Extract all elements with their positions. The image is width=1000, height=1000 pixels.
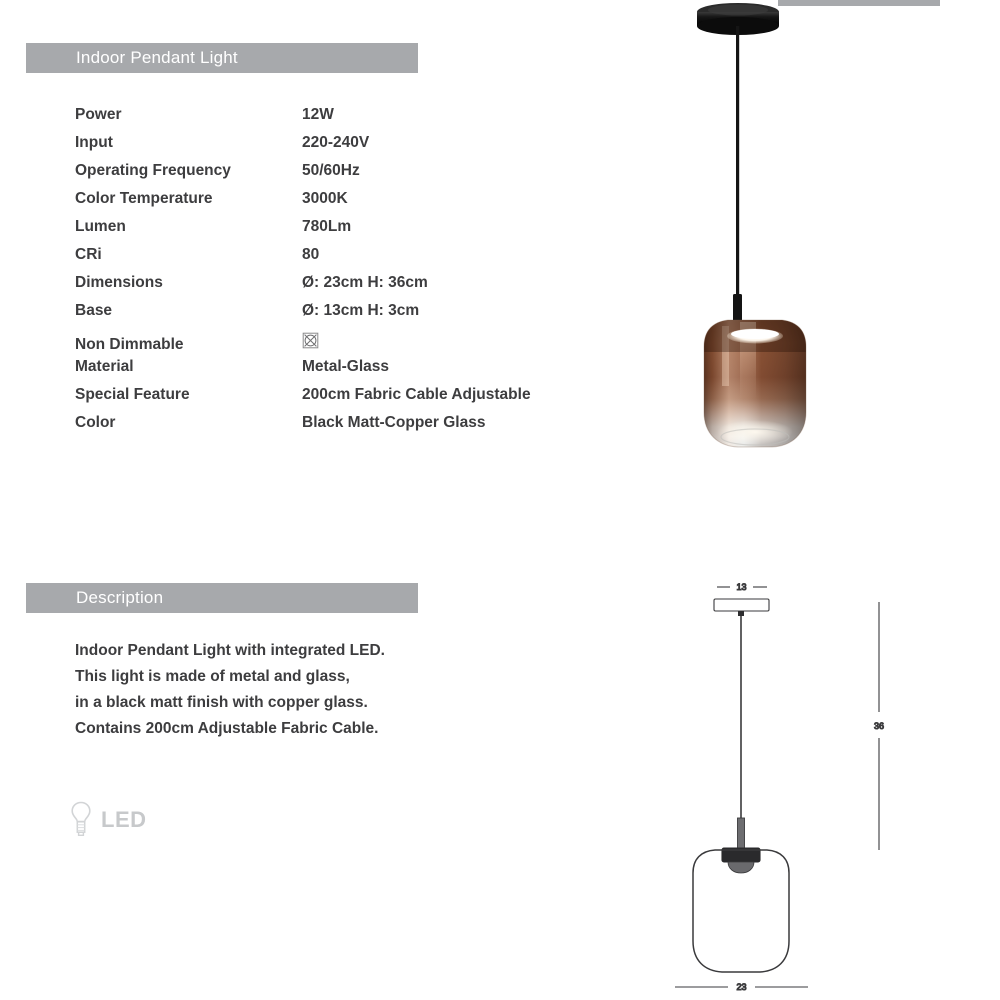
- holder-stem-outline: [738, 818, 745, 850]
- spec-row-dimensions: [75, 274, 635, 302]
- description-line: in a black matt finish with copper glass.: [75, 694, 368, 711]
- spec-row-power: [75, 106, 635, 134]
- spec-value-base: Ø: 13cm H: 3cm: [302, 302, 420, 319]
- spec-value-material: Metal-Glass: [302, 358, 390, 375]
- spec-row-material: [75, 358, 635, 386]
- spec-row-non-dimmable: [75, 330, 635, 358]
- spec-label-non-dimmable: Non Dimmable: [75, 335, 184, 353]
- spec-label-special-feature: Special Feature: [75, 386, 190, 403]
- description-section-header: [26, 583, 418, 613]
- led-badge: [70, 800, 147, 840]
- spec-value-lumen: 780Lm: [302, 218, 352, 235]
- spec-value-color-temperature: 3000K: [302, 190, 348, 207]
- spec-row-color-temperature: [75, 190, 635, 218]
- description-line: Indoor Pendant Light with integrated LED.: [75, 642, 385, 659]
- spec-label-dimensions: Dimensions: [75, 274, 163, 291]
- spec-value-non-dimmable: [302, 330, 319, 350]
- spec-row-color: [75, 414, 635, 442]
- ceiling-base-outline: [714, 599, 769, 616]
- spec-row-special-feature: [75, 386, 635, 414]
- spec-row-cri: [75, 246, 635, 274]
- spec-value-power: 12W: [302, 106, 334, 123]
- spec-value-input: 220-240V: [302, 134, 370, 151]
- suspension-cable: [736, 26, 739, 294]
- spec-label-material: Material: [75, 358, 134, 375]
- spec-value-color: Black Matt-Copper Glass: [302, 414, 486, 431]
- specification-section-header: [26, 43, 418, 73]
- spec-label-base: Base: [75, 302, 113, 319]
- technical-drawing: [660, 560, 1000, 1000]
- description-section-title: Description: [76, 588, 164, 607]
- spec-value-operating-frequency: 50/60Hz: [302, 162, 360, 179]
- product-photo: [660, 0, 1000, 480]
- specification-section-title: Indoor Pendant Light: [76, 48, 238, 67]
- specification-table: [75, 106, 635, 442]
- light-bulb-icon: [70, 800, 92, 840]
- shade-width-value: 23: [736, 982, 747, 992]
- spec-label-color-temperature: Color Temperature: [75, 190, 213, 207]
- lamp-holder-stem: [733, 294, 742, 322]
- description-line: This light is made of metal and glass,: [75, 668, 350, 685]
- description-body: [75, 638, 495, 742]
- base-diameter-value: 13: [736, 582, 747, 592]
- spec-label-operating-frequency: Operating Frequency: [75, 162, 231, 179]
- lamp-holder-cap: [728, 862, 754, 873]
- copper-glass-shade: [704, 318, 808, 450]
- no-dimming-crossed-circle-icon: [302, 332, 319, 349]
- led-badge-label: LED: [101, 807, 147, 832]
- spec-label-input: Input: [75, 134, 113, 151]
- spec-row-input: [75, 134, 635, 162]
- spec-label-cri: CRi: [75, 246, 102, 263]
- height-value: 36: [873, 721, 885, 731]
- spec-row-lumen: [75, 218, 635, 246]
- spec-row-base: [75, 302, 635, 330]
- spec-label-power: Power: [75, 106, 122, 123]
- description-line: Contains 200cm Adjustable Fabric Cable.: [75, 720, 379, 737]
- spec-label-lumen: Lumen: [75, 218, 126, 235]
- spec-row-operating-frequency: [75, 162, 635, 190]
- spec-value-dimensions: Ø: 23cm H: 36cm: [302, 274, 428, 291]
- spec-label-color: Color: [75, 414, 116, 431]
- spec-value-cri: 80: [302, 246, 320, 263]
- spec-value-special-feature: 200cm Fabric Cable Adjustable: [302, 386, 531, 403]
